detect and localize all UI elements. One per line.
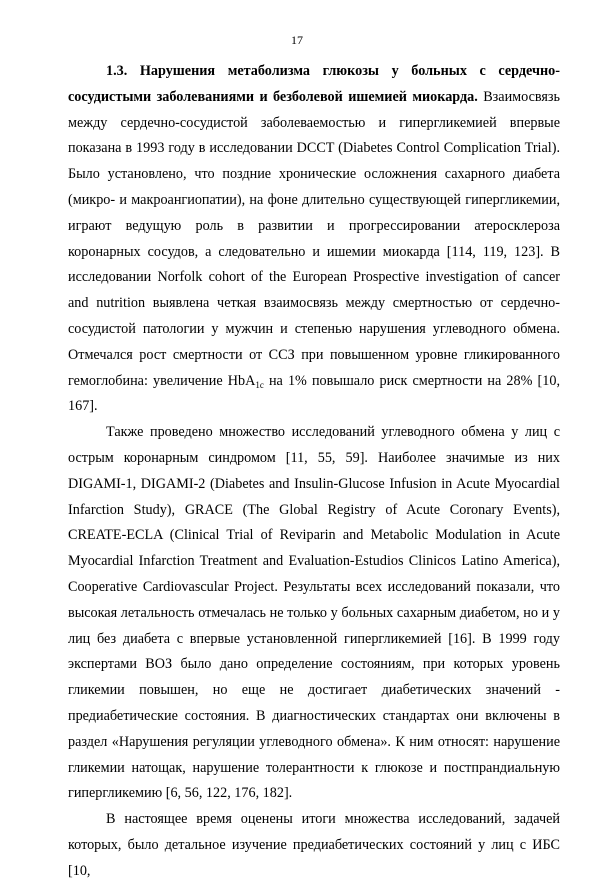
paragraph-2: Также проведено множество исследований углеводного обмена у лиц с острым коронарным синдромом [11, 55, 59]. Наиболее значимые из них DIGAMI-1, DIGAMI-2 (Diabetes and Insulin-Glucose Infusion in Acute Myocardial Infarction Study), GRACE (The Global Registry of Acute Coronary Events), CREATE-ECLA (Clinical Trial of Reviparin and Metabolic Modulation in Acute Myocardial Infarction Treatment and Evaluation-Estudios Clinicos Latino America), Cooperative Cardiovascular Project. Результаты всех исследований показали, что высокая летальность отмечалась не только у больных сахарным диабетом, но и у лиц без диабета с впервые установленной гипергликемией [16]. В 1999 году экспертами ВОЗ было дано определение состояниям, при которых уровень гликемии повышен, но еще не достигает диабетических значений - предиабетические состояния. В диагностических стандартах они включены в раздел «Нарушения регуляции углеводного обмена». К ним относят: нарушение гликемии натощак, нарушение толерантности к глюкозе и постпрандиальную гипергликемию [6, 56, 122, 176, 182]. (68, 424, 560, 802)
section-text (68, 59, 560, 885)
paragraph-1-end: на 1% повышало риск смертности на 28% [10, 167]. (68, 372, 561, 415)
paragraph-1-body: Взаимосвязь между сердечно-сосудистой заболеваемостью и гипергликемией впервые показана в 1993 году в исследовании DCCT (Diabetes Control Complication Trial). Было установлено, что поздние хронические осложнения сахарного диабета (микро- и макроангиопатии), на фоне длительно существующей гипергликемии, играют ведущую роль в развитии и прогрессировании атеросклероза коронарных сосудов, а следовательно и ишемии миокарда [114, 119, 123]. В исследовании Norfolk cohort of the European Prospective investigation of cancer and nutrition выявлена четкая взаимосвязь между смертностью от сердечно-сосудистой патологии у мужчин и степенью нарушения углеводного обмена. Отмечался рост смертности от ССЗ при повышенном уровне гликированного гемоглобина: увеличение HbA (68, 88, 560, 389)
section-heading: 1.3. Нарушения метаболизма глюкозы у больных с сердечно-сосудистыми заболеваниями и безболевой ишемией миокарда. (68, 63, 560, 105)
paragraph-1 (68, 59, 560, 420)
paragraph-3: В настоящее время оценены итоги множества исследований, задачей которых, было детальное изучение предиабетических состояний у лиц с ИБС [10, (68, 811, 560, 879)
page-number: 17 (291, 33, 303, 47)
hba1c-subscript: 1c (255, 379, 264, 390)
